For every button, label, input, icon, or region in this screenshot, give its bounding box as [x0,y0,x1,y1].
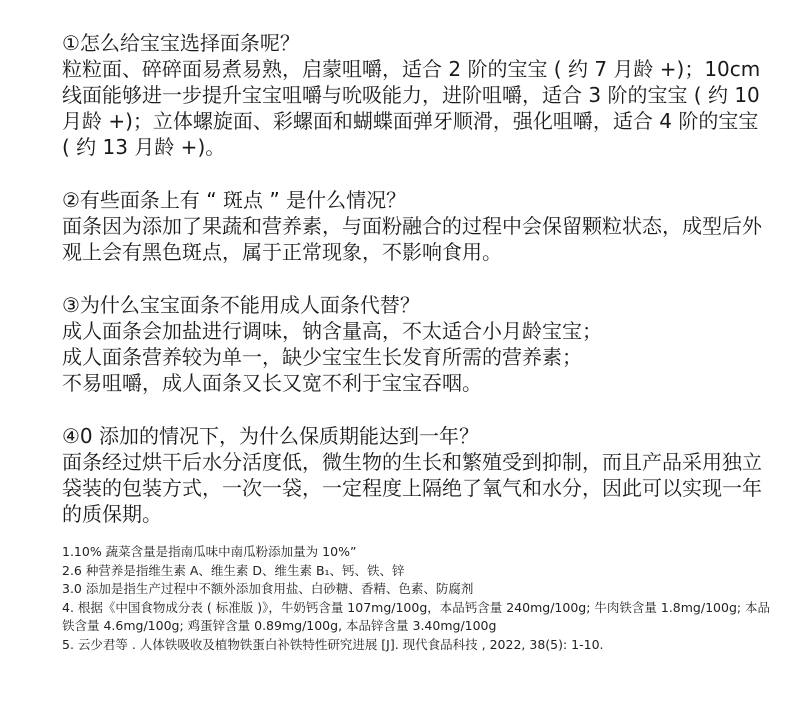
faq-item-choose-noodles [62,30,772,160]
footnote: 3.0 添加是指生产过程中不额外添加食用盐、白砂糖、香精、色素、防腐剂 [62,581,474,596]
faq-item-adult-noodles [62,292,772,396]
footnote: 2.6 种营养是指维生素 A、维生素 D、维生素 B₁、钙、铁、锌 [62,562,405,578]
answer-text: 面条因为添加了果蔬和营养素，与面粉融合的过程中会保留颗粒状态，成型后外观上会有黑色斑点，属于正常现象，不影响食用。 [62,214,762,264]
footnote: 5. 云少君等 . 人体铁吸收及植物铁蛋白补铁特性研究进展 [J]. 现代食品科技 , 2022, 38(5): 1-10. [62,636,604,652]
footnote: 1.10% 蔬菜含量是指南瓜味中南瓜粉添加量为 10%” [62,544,357,559]
faq-item-shelf-life [62,423,772,527]
footnotes [62,543,774,654]
footnote: 4. 根据《中国食物成分表 ( 标准版 )》，牛奶钙含量 107mg/100g，本品钙含量 240mg/100g; 牛肉铁含量 1.8mg/100g; 本品铁含量 4.6mg/100g; 鸡蛋锌含量 0.89mg/100g, 本品锌含量 3.40mg/100g [62,599,771,633]
question-heading: ②有些面条上有 “ 斑点 ” 是什么情况？ [62,188,407,212]
answer-line: 成人面条营养较为单一，缺少宝宝生长发育所需的营养素； [62,345,582,369]
faq-item-spots [62,187,772,265]
question-heading: ④0 添加的情况下，为什么保质期能达到一年？ [62,424,480,448]
question-heading: ③为什么宝宝面条不能用成人面条代替？ [62,293,420,317]
answer-line: 不易咀嚼，成人面条又长又宽不利于宝宝吞咽。 [62,371,482,395]
answer-line: 成人面条会加盐进行调味，钠含量高，不太适合小月龄宝宝； [62,319,602,343]
question-heading: ①怎么给宝宝选择面条呢？ [62,31,300,55]
answer-text: 面条经过烘干后水分活度低，微生物的生长和繁殖受到抑制，而且产品采用独立袋装的包装方式，一次一袋，一定程度上隔绝了氧气和水分，因此可以实现一年的质保期。 [62,450,762,526]
answer-text: 粒粒面、碎碎面易煮易熟，启蒙咀嚼，适合 2 阶的宝宝 ( 约 7 月龄 +)；10cm 线面能够进一步提升宝宝咀嚼与吮吸能力，进阶咀嚼，适合 3 阶的宝宝 ( 约 10 月龄 +)；立体螺旋面、彩螺面和蝴蝶面弹牙顺滑，强化咀嚼，适合 4 阶的宝宝 ( 约 13 月龄 +)。 [62,57,761,159]
faq-content [62,30,772,527]
